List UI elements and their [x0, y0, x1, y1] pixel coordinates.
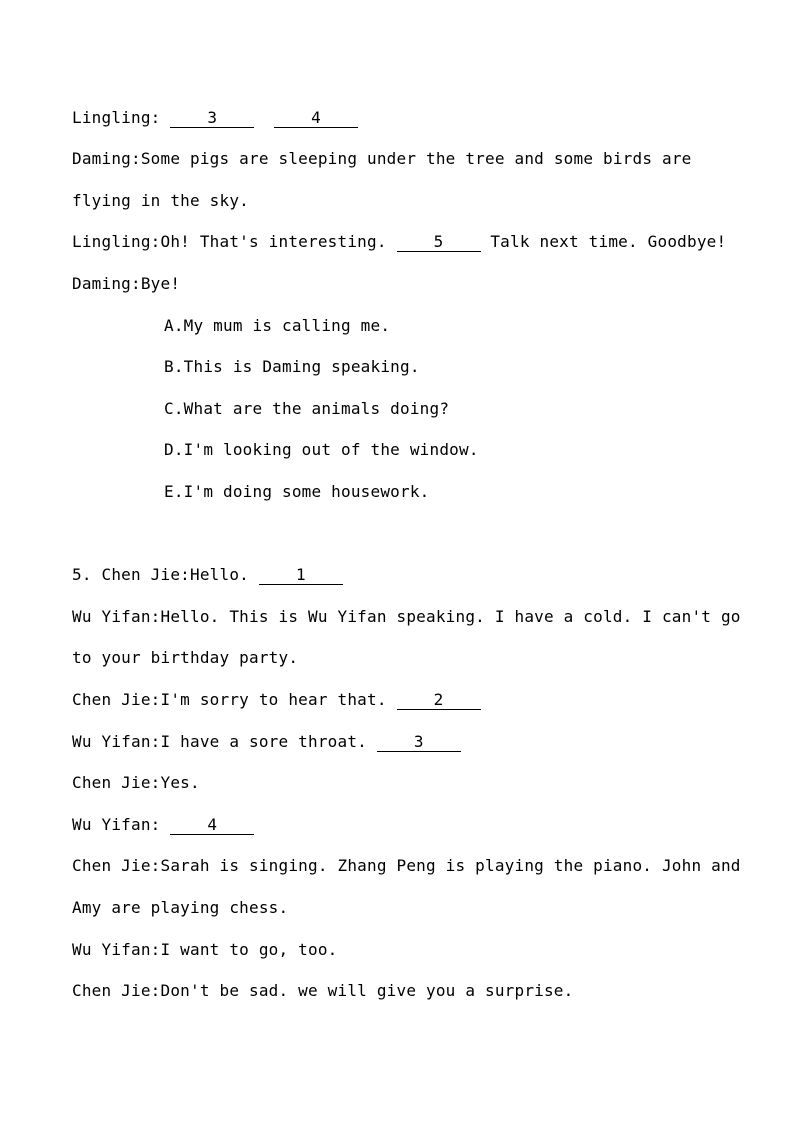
speaker-label: Daming:	[72, 149, 141, 168]
answer-blank-4: 4	[170, 816, 254, 835]
speaker-label: Wu Yifan:	[72, 815, 161, 834]
option-b: B.This is Daming speaking.	[164, 357, 420, 376]
answer-blank-4: 4	[274, 109, 358, 128]
speaker-label: Lingling:	[72, 232, 161, 251]
speaker-label: Chen Jie:	[72, 690, 161, 709]
dialogue-text: I want to go, too.	[160, 940, 338, 959]
dialogue-text: Hello. This is Wu Yifan speaking. I have a cold. I can't go	[160, 607, 741, 626]
speaker-label: Lingling:	[72, 108, 161, 127]
dialogue-line-continuation	[72, 191, 249, 211]
dialogue-text: Sarah is singing. Zhang Peng is playing the piano. John and	[160, 856, 741, 875]
dialogue-text: I'm sorry to hear that.	[160, 690, 387, 709]
dialogue-line-chen-jie-2	[72, 690, 481, 710]
dialogue-line-chen-jie-3	[72, 773, 200, 793]
answer-blank-5: 5	[397, 233, 481, 252]
dialogue-text: Oh! That's interesting.	[160, 232, 387, 251]
dialogue-line-daming-2	[72, 274, 180, 294]
dialogue-line-continuation	[72, 898, 288, 918]
option-e: E.I'm doing some housework.	[164, 482, 430, 501]
dialogue-text: to your birthday party.	[72, 648, 299, 667]
speaker-label: Wu Yifan:	[72, 607, 161, 626]
dialogue-text: Yes.	[160, 773, 200, 792]
speaker-label: Daming:	[72, 274, 141, 293]
dialogue-text: Talk next time. Goodbye!	[490, 232, 727, 251]
dialogue-text: flying in the sky.	[72, 191, 249, 210]
speaker-label: Chen Jie:	[72, 981, 161, 1000]
answer-blank-2: 2	[397, 691, 481, 710]
dialogue-text: Don't be sad. we will give you a surprise.	[160, 981, 574, 1000]
option-d: D.I'm looking out of the window.	[164, 440, 479, 459]
dialogue-line-wu-yifan-2	[72, 732, 461, 752]
speaker-label: Chen Jie:	[72, 773, 161, 792]
speaker-label: Chen Jie:	[72, 856, 161, 875]
dialogue-line-chen-jie-4	[72, 856, 741, 876]
dialogue-line-daming-1	[72, 149, 691, 169]
speaker-label: Wu Yifan:	[72, 732, 161, 751]
answer-blank-3: 3	[170, 109, 254, 128]
option-c: C.What are the animals doing?	[164, 399, 450, 418]
dialogue-line-wu-yifan-4	[72, 940, 338, 960]
speaker-label: Wu Yifan:	[72, 940, 161, 959]
dialogue-text: Hello.	[190, 565, 250, 584]
question-5-line-1	[72, 565, 343, 585]
option-a: A.My mum is calling me.	[164, 316, 391, 335]
answer-blank-3: 3	[377, 733, 461, 752]
dialogue-line-chen-jie-5	[72, 981, 573, 1001]
dialogue-text: I have a sore throat.	[160, 732, 367, 751]
dialogue-line-lingling-1	[72, 108, 358, 128]
dialogue-text: Bye!	[140, 274, 181, 293]
speaker-label: Chen Jie:	[101, 565, 191, 584]
dialogue-line-wu-yifan-1	[72, 607, 741, 627]
dialogue-text: Amy are playing chess.	[72, 898, 289, 917]
dialogue-line-lingling-2	[72, 232, 726, 252]
question-number: 5.	[72, 565, 92, 584]
dialogue-line-continuation	[72, 648, 298, 668]
answer-blank-1: 1	[259, 566, 343, 585]
dialogue-line-wu-yifan-3	[72, 815, 254, 835]
dialogue-text: Some pigs are sleeping under the tree and some birds are	[140, 149, 692, 168]
